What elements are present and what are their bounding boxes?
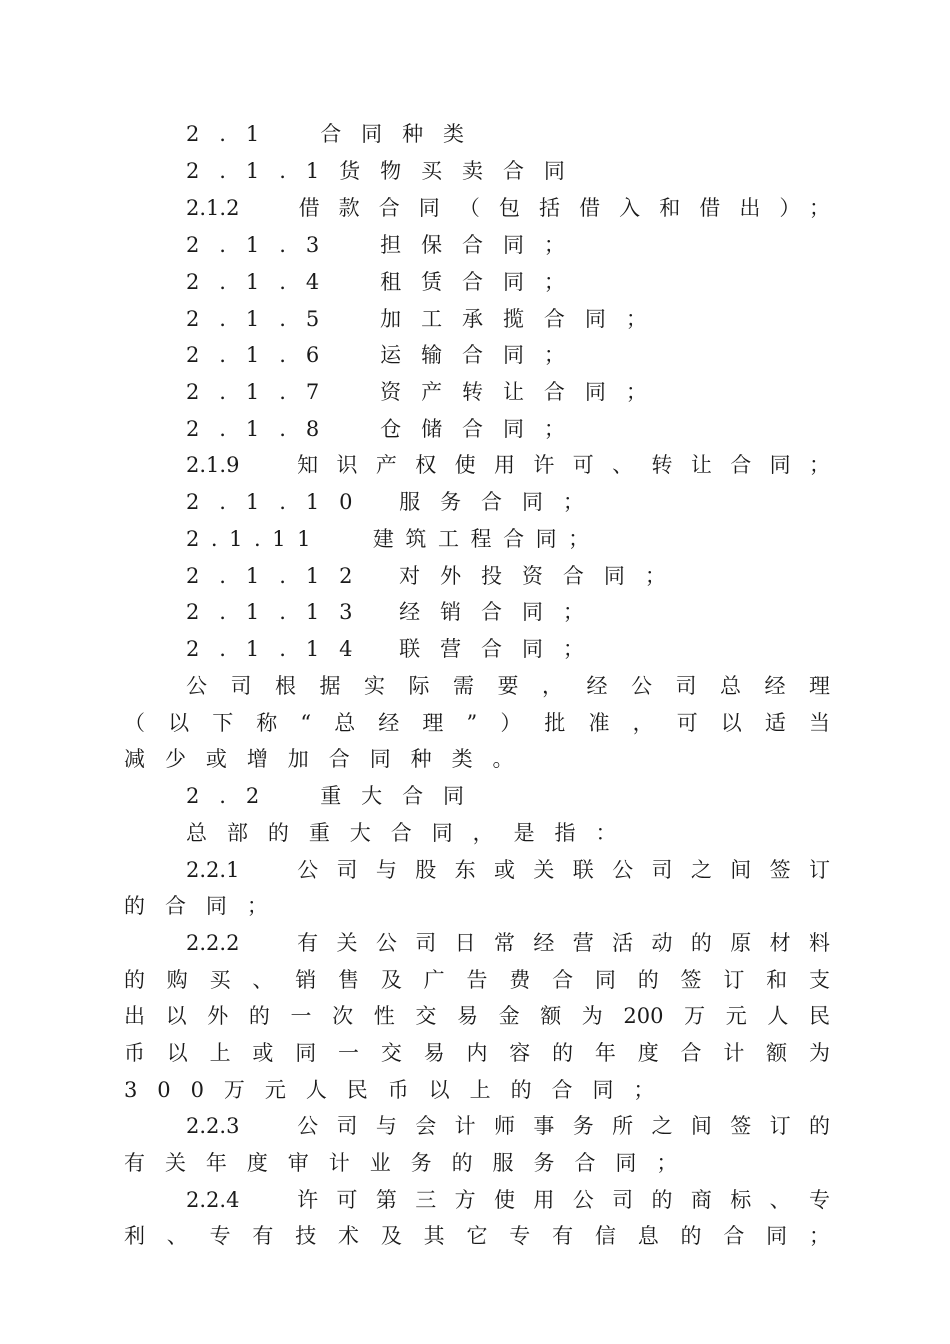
list-item-2-2-4: 2.2.4 许可第三方使用公司的商标、专 — [186, 1188, 830, 1212]
paragraph-line: （以下称“总经理”）批准，可以适当 — [124, 711, 830, 735]
list-item-2-2-2-cont: 的购买、销售及广告费合同的签订和支 — [124, 968, 830, 992]
list-item-2-2-1-cont: 的合同； — [124, 894, 288, 918]
list-item-2-1-10: 2.1.10 服务合同； — [186, 490, 604, 514]
list-item-2-2-1: 2.2.1 公司与股东或关联公司之间签订 — [186, 858, 830, 882]
list-item-2-1-2: 2.1.2 借款合同（包括借入和借出）； — [186, 196, 830, 220]
list-item-2-1-9: 2.1.9 知识产权使用许可、转让合同； — [186, 453, 830, 477]
section-heading-2-2: 2.2 重大合同 — [186, 784, 484, 808]
list-item-2-1-1: 2.1.1货物买卖合同 — [186, 159, 585, 183]
list-item-2-2-2-cont: 300万元人民币以上的合同； — [124, 1078, 675, 1102]
list-item-2-1-12: 2.1.12 对外投资合同； — [186, 564, 686, 588]
list-item-2-1-7: 2.1.7 资产转让合同； — [186, 380, 667, 404]
paragraph-line: 公司根据实际需要，经公司总经理 — [186, 674, 830, 698]
list-item-2-1-11: 2.1.11 建筑工程合同； — [186, 527, 601, 551]
paragraph-line: 总部的重大合同，是指： — [186, 821, 637, 845]
list-item-2-1-13: 2.1.13 经销合同； — [186, 600, 604, 624]
list-item-2-1-8: 2.1.8 仓储合同； — [186, 417, 585, 441]
list-item-2-2-2-cont: 币以上或同一交易内容的年度合计额为 — [124, 1041, 830, 1065]
list-item-2-2-4-cont: 利、专有技术及其它专有信息的合同； — [124, 1224, 830, 1248]
list-item-2-1-5: 2.1.5 加工承揽合同； — [186, 307, 667, 331]
list-item-2-1-6: 2.1.6 运输合同； — [186, 343, 585, 367]
list-item-2-2-2-cont: 出以外的一次性交易金额为200万元人民 — [124, 1004, 830, 1028]
list-item-2-1-4: 2.1.4 租赁合同； — [186, 270, 585, 294]
section-heading-2-1: 2.1 合同种类 — [186, 122, 484, 146]
list-item-2-2-2: 2.2.2 有关公司日常经营活动的原材料 — [186, 931, 830, 955]
list-item-2-1-3: 2.1.3 担保合同； — [186, 233, 585, 257]
list-item-2-2-3-cont: 有关年度审计业务的服务合同； — [124, 1151, 698, 1175]
list-item-2-1-14: 2.1.14 联营合同； — [186, 637, 604, 661]
list-item-2-2-3: 2.2.3 公司与会计师事务所之间签订的 — [186, 1114, 830, 1138]
paragraph-line: 减少或增加合同种类。 — [124, 747, 534, 771]
